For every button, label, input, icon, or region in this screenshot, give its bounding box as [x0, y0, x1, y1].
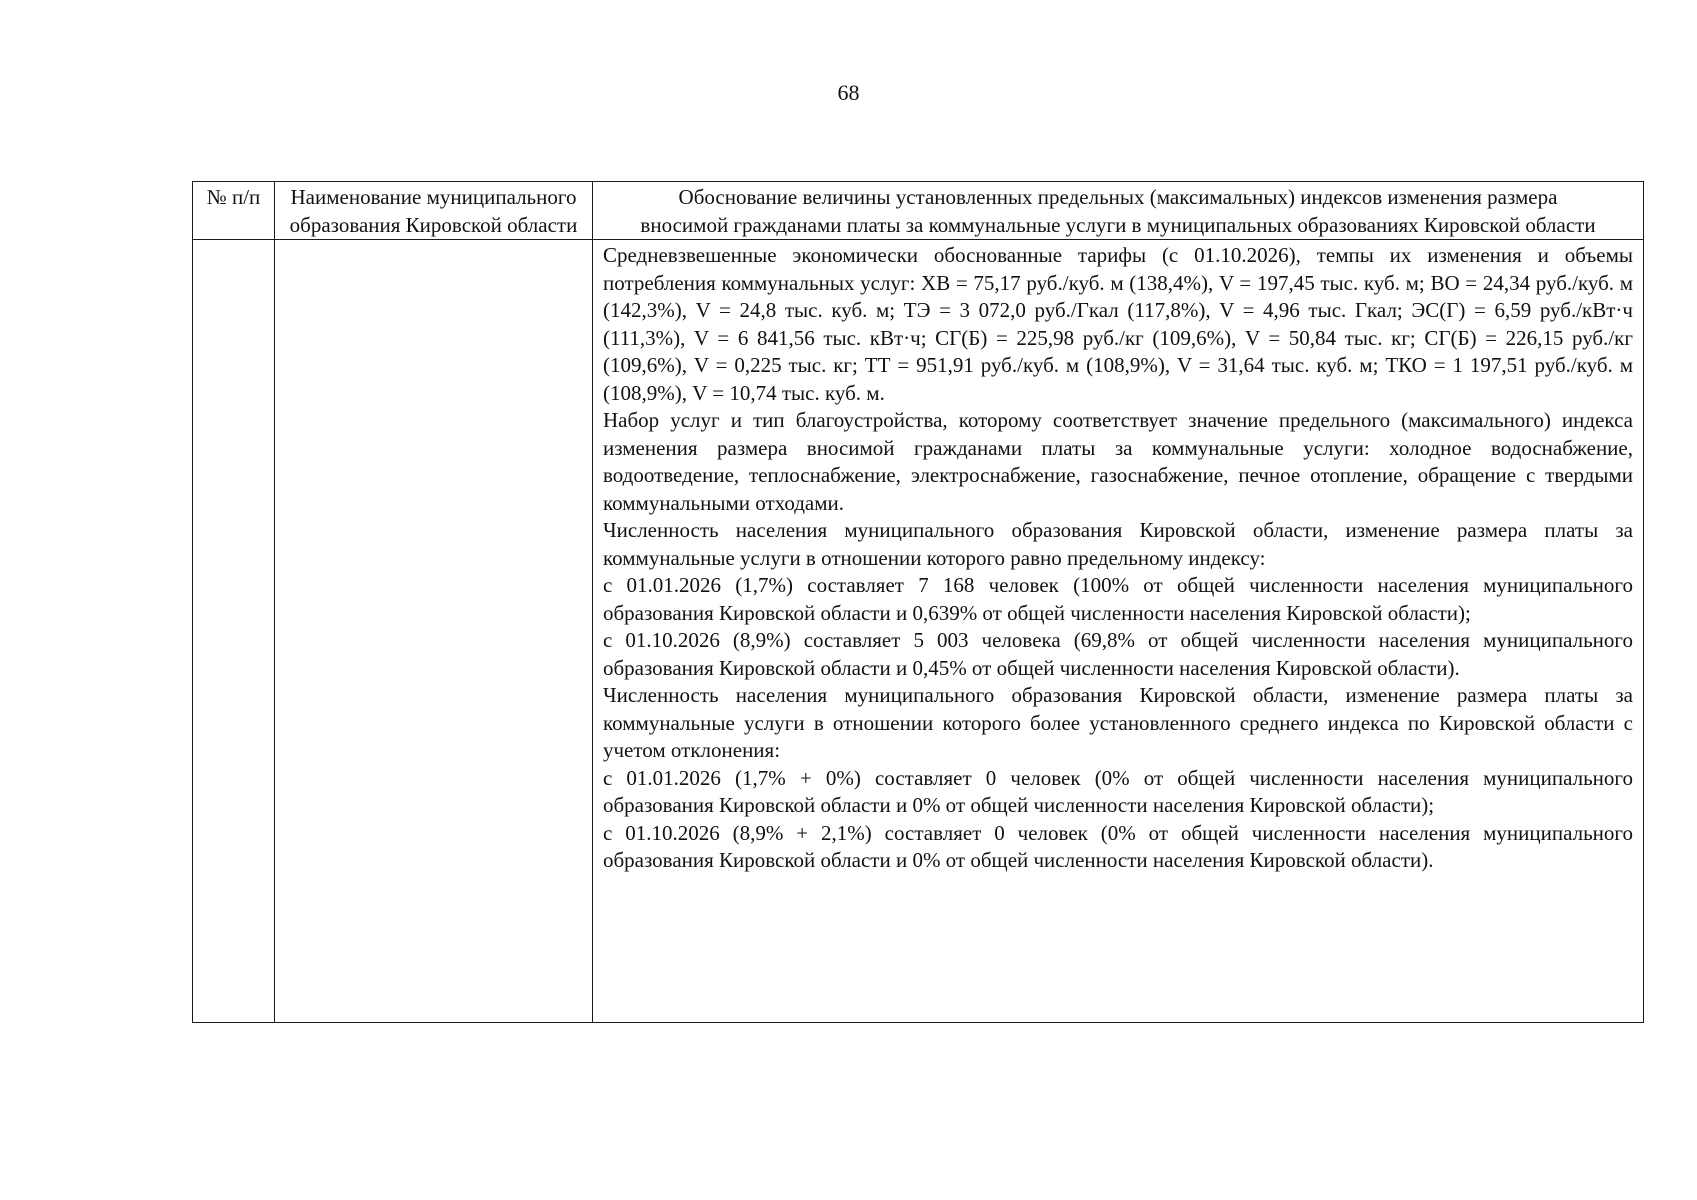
population-equal-oct: с 01.10.2026 (8,9%) составляет 5 003 человека (69,8% от общей численности населения муниципального образования Кировской области и 0,45% от общей численности населения Кировской области).	[603, 628, 1633, 680]
population-above-intro: Численность населения муниципального образования Кировской области, изменение размера платы за коммунальные услуги в отношении которого более установленного среднего индекса по Кировской области с учетом отклонения:	[603, 683, 1633, 762]
header-municipality-name: Наименование муниципального образования Кировской области	[275, 182, 593, 240]
row-justification-cell	[593, 240, 1644, 1023]
table-header-row	[193, 182, 1644, 240]
tariffs-paragraph: Средневзвешенные экономически обоснованные тарифы (с 01.10.2026), темпы их изменения и объемы потребления коммунальных услуг: ХВ = 75,17 руб./куб. м (138,4%), V = 197,45 тыс. куб. м; ВО = 24,34 руб./куб. м (142,3%), V = 24,8 тыс. куб. м; ТЭ = 3 072,0 руб./Гкал (117,8%), V = 4,96 тыс. Гкал; ЭС(Г) = 6,59 руб./кВт·ч (111,3%), V = 6 841,56 тыс. кВт·ч; СГ(Б) = 225,98 руб./кг (109,6%), V = 50,84 тыс. кг; СГ(Б) = 226,15 руб./кг (109,6%), V = 0,225 тыс. кг; ТТ = 951,91 руб./куб. м (108,9%), V = 31,64 тыс. куб. м; ТКО = 1 197,51 руб./куб. м (108,9%), V = 10,74 тыс. куб. м.	[603, 243, 1633, 405]
population-above-jan: с 01.01.2026 (1,7% + 0%) составляет 0 человек (0% от общей численности населения муниципального образования Кировской области и 0% от общей численности населения Кировской области);	[603, 765, 1633, 817]
header-justification: Обоснование величины установленных предельных (максимальных) индексов изменения размера вносимой гражданами платы за коммунальные услуги в муниципальных образованиях Кировской области	[593, 182, 1644, 240]
justification-table	[192, 181, 1644, 1023]
services-paragraph: Набор услуг и тип благоустройства, которому соответствует значение предельного (максимального) индекса изменения размера вносимой гражданами платы за коммунальные услуги: холодное водоснабжение, водоотведение, теплоснабжение, электроснабжение, газоснабжение, печное отопление, обращение с твердыми коммунальными отходами.	[603, 408, 1633, 515]
header-number: № п/п	[193, 182, 275, 240]
table-row	[193, 240, 1644, 1023]
page-number: 68	[837, 80, 860, 105]
population-equal-jan: с 01.01.2026 (1,7%) составляет 7 168 человек (100% от общей численности населения муниципального образования Кировской области и 0,639% от общей численности населения Кировской области);	[603, 573, 1633, 625]
population-equal-intro: Численность населения муниципального образования Кировской области, изменение размера платы за коммунальные услуги в отношении которого равно предельному индексу:	[603, 518, 1633, 570]
row-municipality-cell	[275, 240, 593, 1023]
population-above-oct: с 01.10.2026 (8,9% + 2,1%) составляет 0 человек (0% от общей численности населения муниципального образования Кировской области и 0% от общей численности населения Кировской области).	[603, 820, 1633, 872]
row-number-cell	[193, 240, 275, 1023]
